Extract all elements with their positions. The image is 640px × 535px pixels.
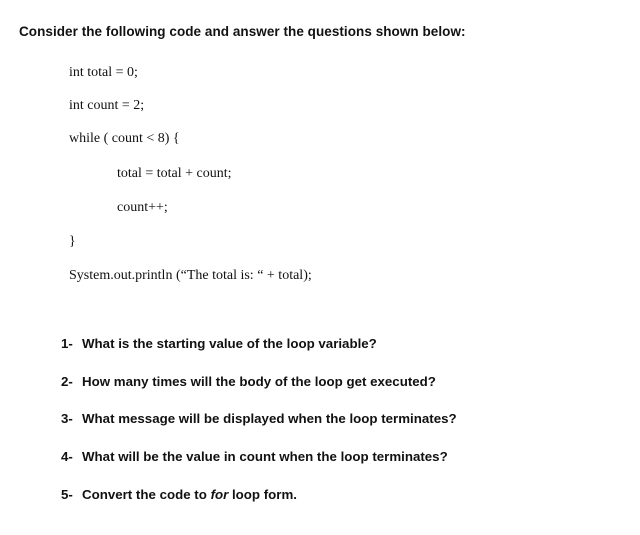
code-line: int count = 2; xyxy=(69,98,145,113)
question-text-start: Convert the code to xyxy=(82,487,211,502)
question-text: What will be the value in count when the loop terminates? xyxy=(82,449,448,464)
code-line: while ( count < 8) { xyxy=(69,131,180,146)
code-line: int total = 0; xyxy=(69,65,138,80)
code-line: count++; xyxy=(117,200,168,215)
code-line: total = total + count; xyxy=(117,166,232,181)
question-number: 4- xyxy=(61,449,73,464)
question-text: How many times will the body of the loop get executed? xyxy=(82,374,436,389)
code-line: } xyxy=(69,234,76,249)
page-heading: Consider the following code and answer the questions shown below: xyxy=(19,24,466,39)
question-text: What is the starting value of the loop variable? xyxy=(82,336,377,351)
code-line: System.out.println (“The total is: “ + total); xyxy=(69,268,312,283)
question-item xyxy=(61,450,448,463)
question-item xyxy=(61,337,377,350)
question-number: 1- xyxy=(61,336,73,351)
question-item xyxy=(61,412,457,425)
question-number: 5- xyxy=(61,487,73,502)
question-number: 2- xyxy=(61,374,73,389)
question-text-emphasis: for xyxy=(210,487,229,502)
question-item xyxy=(61,488,297,501)
question-text xyxy=(82,487,297,502)
question-number: 3- xyxy=(61,411,73,426)
question-text: What message will be displayed when the loop terminates? xyxy=(82,411,457,426)
question-text-end: loop form. xyxy=(228,487,297,502)
question-item xyxy=(61,375,436,388)
